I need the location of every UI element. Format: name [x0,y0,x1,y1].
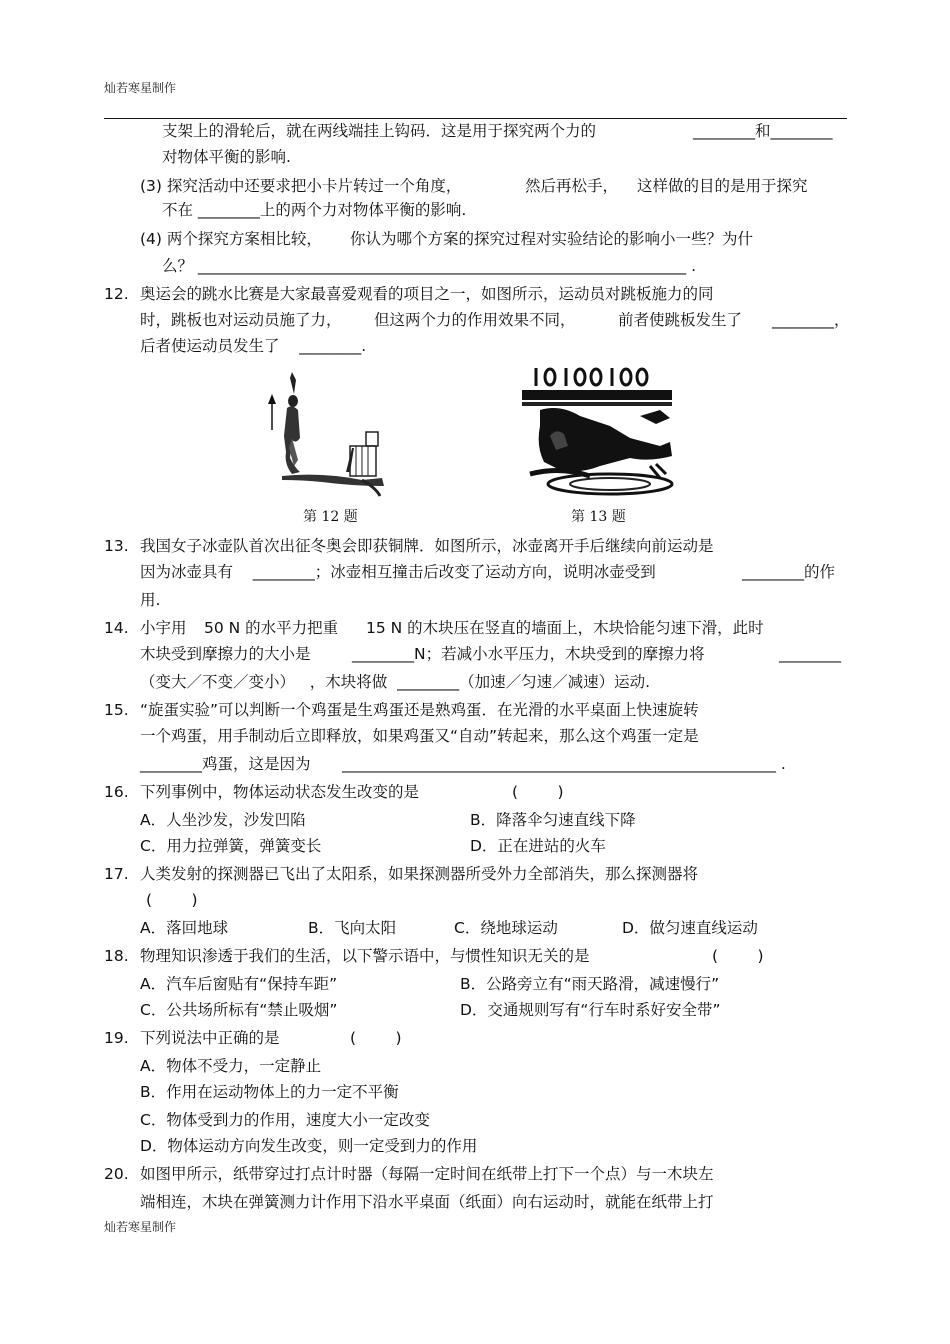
q13-line2-a: 因为冰壶具有 ________；冰壶相互撞击后改变了运动方向，说明冰壶受到 [140,563,656,581]
q16-number: 16. [104,783,129,801]
q13-line2-b: ________的作 [742,563,836,581]
q19-option-d: D．物体运动方向发生改变，则一定受到力的作用 [140,1137,478,1155]
q14-line2-b: ________N；若减小水平压力，木块受到的摩擦力将 [352,645,705,663]
page-footer-text: 灿若寒星制作 [104,1220,177,1234]
q13-number: 13. [104,537,129,555]
q16-answer-paren: ( ) [512,783,564,801]
figure-12-caption: 第 12 题 [303,509,358,525]
q15-line1: “旋蛋实验”可以判断一个鸡蛋是生鸡蛋还是熟鸡蛋．在光滑的水平桌面上快速旋转 [140,701,699,719]
q12-line1: 奥运会的跳水比赛是大家最喜爱观看的项目之一，如图所示，运动员对跳板施力的同 [140,285,714,303]
q14-line2-a: 木块受到摩擦力的大小是 [140,645,311,663]
q13-line1: 我国女子冰壶队首次出征冬奥会即获铜牌．如图所示，冰壶离开手后继续向前运动是 [140,537,714,555]
page-header-text: 灿若寒星制作 [104,81,177,95]
q15-line3-b: ________________________________________________________ . [342,755,786,773]
q18-number: 18. [104,947,129,965]
q19-answer-paren: ( ) [350,1029,402,1047]
q17-number: 17. [104,865,129,883]
q17-option-a: A．落回地球 [140,919,229,937]
q17-option-c: C．绕地球运动 [454,919,558,937]
q14-line2-c: ________ [779,645,841,663]
q12-line3: 后者使运动员发生了 ________. [140,337,367,355]
q14-line1-a: 小宇用 [140,619,187,637]
q15-number: 15. [104,701,129,719]
q18-option-b: B．公路旁立有“雨天路滑，减速慢行” [460,975,720,993]
q20-line1: 如图甲所示，纸带穿过打点计时器（每隔一定时间在纸带上打下一个点）与一木块左 [140,1165,714,1183]
q18-stem: 物理知识渗透于我们的生活，以下警示语中，与惯性知识无关的是 [140,947,590,965]
q11-part4-b: 你认为哪个方案的探究过程对实验结论的影响小一些？为什 [350,230,754,248]
q20-line2: 端相连，木块在弹簧测力计作用下沿水平桌面（纸面）向右运动时，就能在纸带上打 [140,1193,714,1211]
q11-part3-c: 这样做的目的是用于探究 [637,177,808,195]
q18-answer-paren: ( ) [712,947,764,965]
q11-line1-blanks: ________和________ [693,122,833,140]
q19-number: 19. [104,1029,129,1047]
q16-option-c: C．用力拉弹簧，弹簧变长 [140,837,322,855]
q16-option-b: B．降落伞匀速直线下降 [470,811,636,829]
q19-option-a: A．物体不受力，一定静止 [140,1057,322,1075]
q12-line2-b: 但这两个力的作用效果不同， [374,311,576,329]
q12-line2-d: ________， [772,311,850,329]
curling-figure [520,366,675,498]
q12-number: 12. [104,285,129,303]
q11-line1: 支架上的滑轮后，就在两线端挂上钩码．这是用于探究两个力的 [162,122,597,140]
q17-option-d: D．做匀速直线运动 [622,919,758,937]
q14-line1-b: 50 N 的水平力把重 [204,619,339,637]
q16-option-a: A．人坐沙发，沙发凹陷 [140,811,306,829]
q17-option-b: B．飞向太阳 [308,919,397,937]
q11-part4-c: 么？ _______________________________________________________________ . [162,257,697,275]
q18-option-c: C．公共场所标有“禁止吸烟” [140,1001,338,1019]
q19-option-c: C．物体受到力的作用，速度大小一定改变 [140,1111,430,1129]
q11-part3-d: 不在 ________上的两个力对物体平衡的影响. [162,201,467,219]
q18-option-d: D．交通规则写有“行车时系好安全带” [460,1001,721,1019]
q11-part3-b: 然后再松手， [525,177,619,195]
header-rule [104,118,847,119]
q15-line3-a: ________鸡蛋，这是因为 [140,755,311,773]
q18-option-a: A．汽车后窗贴有“保持车距” [140,975,338,993]
q20-number: 20. [104,1165,129,1183]
q12-line2-c: 前者使跳板发生了 [618,311,743,329]
diver-figure [262,368,397,498]
q14-number: 14. [104,619,129,637]
q11-line2: 对物体平衡的影响. [162,148,291,166]
q11-part3-a: (3) 探究活动中还要求把小卡片转过一个角度， [140,177,462,195]
q15-line2: 一个鸡蛋，用手制动后立即释放，如果鸡蛋又“自动”转起来，那么这个鸡蛋一定是 [140,727,699,745]
q19-stem: 下列说法中正确的是 [140,1029,280,1047]
figure-13-caption: 第 13 题 [571,509,626,525]
q19-option-b: B．作用在运动物体上的力一定不平衡 [140,1083,399,1101]
q16-option-d: D．正在进站的火车 [470,837,606,855]
q16-stem: 下列事例中，物体运动状态发生改变的是 [140,783,420,801]
q14-line3: （变大／不变／变小） ，木块将做 ________（加速／匀速／减速）运动. [140,673,651,691]
q17-stem: 人类发射的探测器已飞出了太阳系，如果探测器所受外力全部消失，那么探测器将 [140,865,699,883]
q12-line2-a: 时，跳板也对运动员施了力， [140,311,342,329]
q13-line3: 用. [140,591,161,609]
q14-line1-c: 15 N 的木块压在竖直的墙面上，木块恰能匀速下滑，此时 [366,619,764,637]
q11-part4-a: (4) 两个探究方案相比较， [140,230,322,248]
q17-answer-paren: ( ) [146,891,198,909]
